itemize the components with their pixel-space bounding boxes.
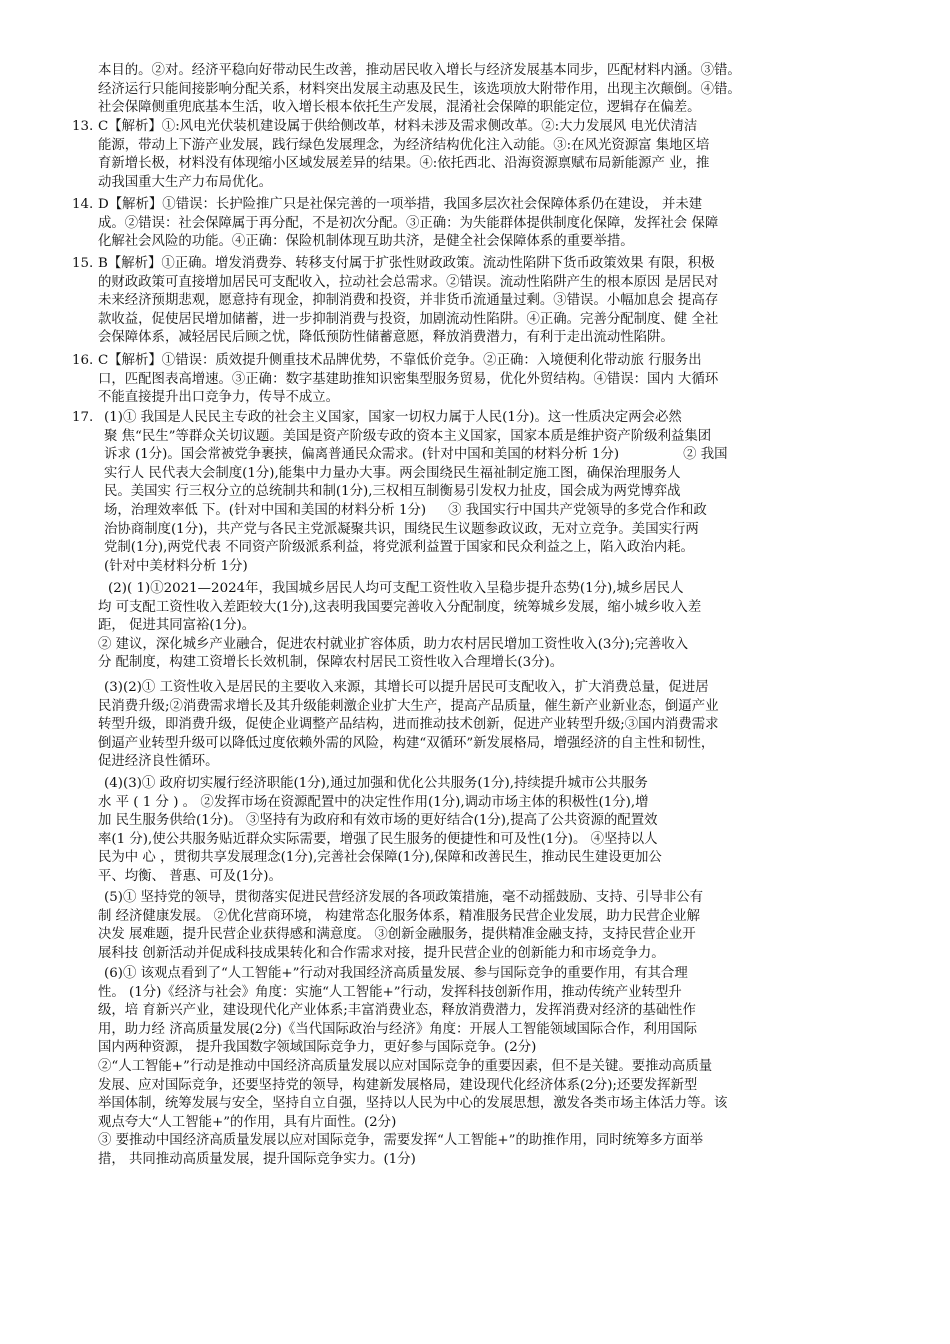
text-line: 民为中 心 ，贯彻共享发展理念(1分),完善社会保障(1分),保障和改善民生，推动民生建设更加公 xyxy=(98,850,662,866)
question-17-part-4 xyxy=(98,775,888,887)
text-line: 转型升级，即消费升级，促使企业调整产品结构，进而推动技术创新，促进产业转型升级;③国内消费需求 xyxy=(98,717,719,733)
text-line: 社会保障侧重兜底基本生活，收入增长根本依托生产发展，混淆社会保障的职能定位，逻辑存在偏差。 xyxy=(98,100,701,116)
text-line: 民。美国实 行三权分立的总统制共和制(1分),三权相互制衡易引发权力扯皮，国会成为两党博弈战 xyxy=(104,484,681,500)
question-17-part-2 xyxy=(98,580,888,673)
text-line: (2)( 1)①2021—2024年，我国城乡居民人均可支配工资性收入呈稳步提升态势(1分),城乡居民人 xyxy=(108,581,684,596)
text-line: (5)① 坚持党的领导，贯彻落实促进民营经济发展的各项政策措施，毫不动摇鼓励、支持、引导非公有 xyxy=(104,890,704,905)
text-line: 率(1 分),使公共服务贴近群众实际需要，增强了民生服务的便捷性和可及性(1分)。 ④坚持以人 xyxy=(98,831,658,847)
text-line: 未来经济预期悲观，愿意持有现金，抑制消费和投资，并非货币流通量过剩。③错误。小幅加息会 提高存 xyxy=(98,293,719,309)
question-number: 14. xyxy=(72,197,94,212)
text-line: 级，培 育新兴产业，建设现代化产业体系;丰富消费业态，释放消费潜力，发挥消费对经济的基础性作 xyxy=(98,1003,696,1019)
text-line: 不能直接提升出口竞争力，传导不成立。 xyxy=(98,390,340,406)
text-line: (3)(2)① 工资性收入是居民的主要收入来源，其增长可以提升居民可支配收入，扩大消费总量，促进居 xyxy=(104,680,709,695)
text-line: 举国体制，统筹发展与安全，坚持自立自强，坚持以人民为中心的发展思想，激发各类市场主体活力等。该 xyxy=(98,1096,728,1112)
text-line: 育新增长极，材料没有体现缩小区域发展差异的结果。④:依托西北、沿海资源禀赋布局新能源产 业，推 xyxy=(98,156,710,172)
text-line: 治协商制度(1分)，共产党与各民主党派凝聚共识，围绕民生议题参政议政，无对立竞争。美国实行两 xyxy=(104,521,699,537)
text-line: 均 可支配工资性收入差距较大(1分),这表明我国要完善收入分配制度，统筹城乡发展，缩小城乡收入差 xyxy=(98,599,702,615)
text-line: C【解析】①错误：质效提升侧重技术品牌优势，不靠低价竞争。②正确：入境便利化带动旅 行服务出 xyxy=(98,353,702,368)
text-line: 措， 共同推动高质量发展，提升国际竞争实力。(1分) xyxy=(98,1151,416,1167)
question-number: 13. xyxy=(72,119,94,134)
text-line: B【解析】①正确。增发消费券、转移支付属于扩张性财政政策。流动性陷阱下货币政策效果 有限，积极 xyxy=(98,256,715,271)
text-line: (针对中美材料分析 1分) xyxy=(104,558,248,574)
text-line: 民消费升级;②消费需求增长及其升级能刺激企业扩大生产，提高产品质量，催生新产业新业态，倒逼产业 xyxy=(98,698,719,714)
text-line: 观点夸大“人工智能+”的作用，具有片面性。(2分) xyxy=(98,1114,397,1130)
question-14-answer xyxy=(98,196,888,252)
text-line: 实行人 民代表大会制度(1分),能集中力量办大事。两会围绕民生福祉制定施工图，确保治理服务人 xyxy=(104,465,681,481)
text-line: 距， 促进其同富裕(1分)。 xyxy=(98,618,256,634)
text-line: 能源，带动上下游产业发展，践行绿色发展理念，为经济结构优化注入动能。③:在风光资源富 集地区培 xyxy=(98,137,710,153)
text-line: 分 配制度，构建工资增长长效机制，保障农村居民工资性收入合理增长(3分)。 xyxy=(98,655,564,671)
text-line: 场，治理效率低 下。(针对中国和美国的材料分析 1分) ③ 我国实行中国共产党领导的多党合作和政 xyxy=(104,502,707,518)
text-line: 用，助力经 济高质量发展(2分)《当代国际政治与经济》角度：开展人工智能领域国际合作，利用国际 xyxy=(98,1021,698,1037)
text-line: 本目的。②对。经济平稳向好带动民生改善，推动居民收入增长与经济发展基本同步，匹配材料内涵。③错。 xyxy=(98,63,741,78)
text-line: 的财政政策可直接增加居民可支配收入，拉动社会总需求。②错误。流动性陷阱产生的根本原因 是居民对 xyxy=(98,274,719,290)
text-line: 决发 展难题，提升民营企业获得感和满意度。 ③创新金融服务，提供精准金融支持，支持民营企业开 xyxy=(98,927,696,943)
question-number: 17. xyxy=(72,410,94,425)
text-line: 促进经济良性循环。 xyxy=(98,754,219,770)
text-line: 聚 焦“民生”等群众关切议题。美国是资产阶级专政的资本主义国家，国家本质是维护资产阶级利益集团 xyxy=(104,428,712,444)
question-13-answer xyxy=(98,118,888,192)
text-line: 动我国重大生产力布局优化。 xyxy=(98,174,273,190)
text-line: C【解析】①:风电光伏装机建设属于供给侧改革，材料未涉及需求侧改革。②:大力发展风 电光伏清洁 xyxy=(98,119,698,134)
text-line: 化解社会风险的功能。④正确：保险机制体现互助共济，是健全社会保障体系的重要举措。 xyxy=(98,234,634,250)
question-17-part-3 xyxy=(98,679,888,772)
text-line: 倒逼产业转型升级可以降低过度依赖外需的风险，构建“双循环”新发展格局，增强经济的自主性和韧性， xyxy=(98,735,715,751)
text-line: ②“人工智能+”行动是推动中国经济高质量发展以应对国际竞争的重要因素，但不是关键。要推动高质量 xyxy=(98,1058,713,1074)
continuation-paragraph xyxy=(98,62,888,118)
question-17-part-6 xyxy=(98,965,888,1170)
text-line: 口，匹配图表高增速。③正确：数字基建助推知识密集型服务贸易，优化外贸结构。④错误：国内 大循环 xyxy=(98,371,719,387)
text-line: 性。 (1分)《经济与社会》角度：实施“人工智能+”行动，发挥科技创新作用，推动传统产业转型升 xyxy=(98,984,682,1000)
text-line: 国内两种资源， 提升我国数字领域国际竞争力，更好参与国际竞争。(2分) xyxy=(98,1040,537,1056)
text-line: D【解析】①错误：长护险推广只是社保完善的一项举措，我国多层次社会保障体系仍在建设， 并未建 xyxy=(98,197,703,212)
text-line: 展科技 创新活动并促成科技成果转化和合作需求对接，提升民营企业的创新能力和市场竞争力。 xyxy=(98,945,665,961)
text-line: (6)① 该观点看到了“人工智能+”行动对我国经济高质量发展、参与国际竞争的重要作用，有其合理 xyxy=(104,966,688,981)
question-16-answer xyxy=(98,352,888,408)
text-line: 平、均衡、 普惠、可及(1分)。 xyxy=(98,868,282,884)
text-line: 会保障体系，减轻居民后顾之忧，降低预防性储蓄意愿，释放消费潜力，有利于走出流动性陷阱。 xyxy=(98,330,674,346)
question-17-part-5 xyxy=(98,889,888,963)
question-number: 16. xyxy=(72,353,94,368)
text-line: 党制(1分),两党代表 不同资产阶级派系利益，将党派利益置于国家和民众利益之上，陷入政治内耗。 xyxy=(104,540,694,556)
text-line: ③ 要推动中国经济高质量发展以应对国际竞争，需要发挥“人工智能+”的助推作用，同时统筹多方面举 xyxy=(98,1133,703,1149)
text-line: 加 民生服务供给(1分)。 ③坚持有为政府和有效市场的更好结合(1分),提高了公共资源的配置效 xyxy=(98,813,658,829)
text-line: (4)(3)① 政府切实履行经济职能(1分),通过加强和优化公共服务(1分),持续提升城市公共服务 xyxy=(104,776,648,791)
text-line: 诉求 (1分)。国会常被党争裹挟，偏离普通民众需求。(针对中国和美国的材料分析 1分) ② 我国 xyxy=(104,447,728,463)
text-line: 款收益，促使居民增加储蓄，进一步抑制消费与投资，加剧流动性陷阱。④正确。完善分配制度、健 全社 xyxy=(98,311,719,327)
text-line: 水 平 ( 1 分 ) 。 ②发挥市场在资源配置中的决定性作用(1分),调动市场主体的积极性(1分),增 xyxy=(98,794,649,810)
text-line: 经济运行只能间接影响分配关系，材料突出发展主动惠及民生，该选项放大附带作用，出现主次颠倒。④错。 xyxy=(98,81,741,97)
text-line: ② 建议，深化城乡产业融合，促进农村就业扩容体质，助力农村居民增加工资性收入(3分);完善收入 xyxy=(98,636,689,652)
text-line: 发展、应对国际竞争，还要坚持党的领导，构建新发展格局，建设现代化经济体系(2分);还要发挥新型 xyxy=(98,1077,698,1093)
text-line: (1)① 我国是人民民主专政的社会主义国家，国家一切权力属于人民(1分)。这一性质决定两会必然 xyxy=(104,410,682,425)
question-15-answer xyxy=(98,255,888,348)
question-number: 15. xyxy=(72,256,94,271)
question-17-part-1 xyxy=(104,409,888,576)
text-line: 成。②错误：社会保障属于再分配，不是初次分配。③正确：为失能群体提供制度化保障，发挥社会 保障 xyxy=(98,215,719,231)
text-line: 制 经济健康发展。 ②优化营商环境， 构建常态化服务体系，精准服务民营企业发展，助力民营企业解 xyxy=(98,908,700,924)
